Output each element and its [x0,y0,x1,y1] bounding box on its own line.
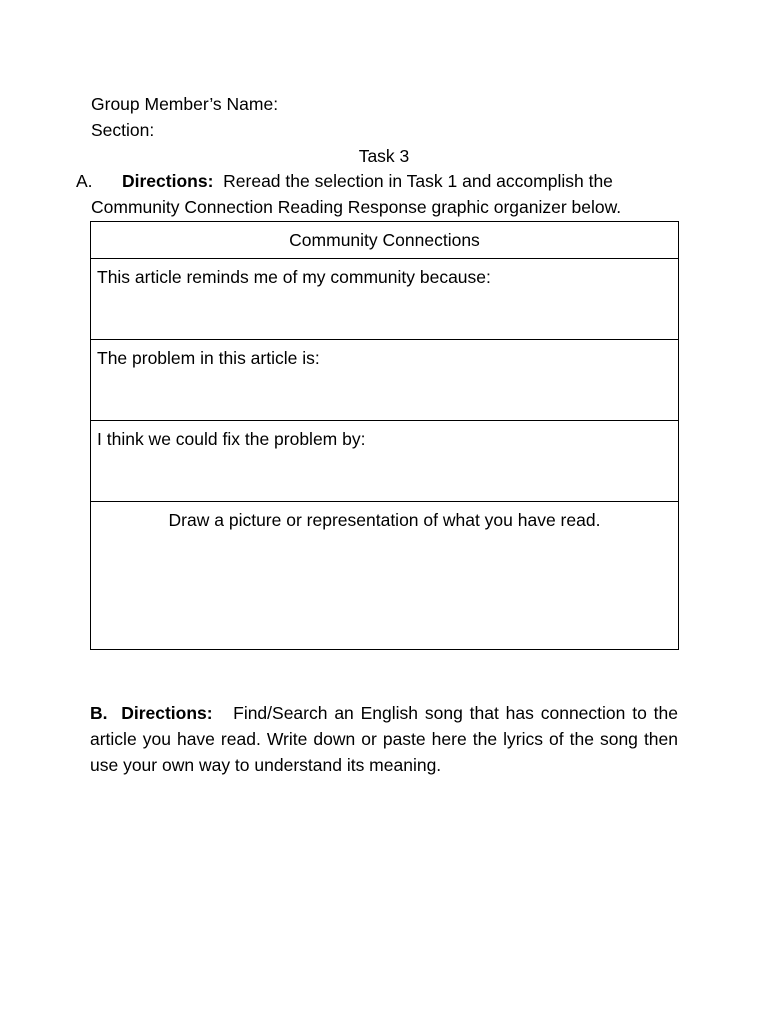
part-a-line2: Community Connection Reading Response graphic organizer below. [91,197,622,217]
part-a-directions-label: Directions: [122,171,214,191]
organizer-title: Community Connections [91,222,679,259]
group-member-name-label: Group Member’s Name: [91,94,279,114]
community-connections-organizer [90,221,679,650]
part-a-directions [76,171,613,192]
section-label: Section: [91,120,155,140]
part-b-letter: B. [90,703,108,723]
part-b-directions-label: Directions: [121,703,213,723]
part-b-directions [90,700,678,778]
part-b-text: Find/Search an English song that has connection to the article you have read. Write down or paste here the lyrics of the song then use your own way to understand its meaning. [90,703,678,775]
part-a-letter: A. [76,171,93,191]
organizer-row-fix: I think we could fix the problem by: [91,421,679,502]
organizer-draw-box: Draw a picture or representation of what you have read. [91,502,679,650]
task-title: Task 3 [358,146,410,166]
organizer-row-reminds: This article reminds me of my community because: [91,259,679,340]
part-a-line1: Reread the selection in Task 1 and accomplish the [223,171,613,191]
organizer-row-problem: The problem in this article is: [91,340,679,421]
